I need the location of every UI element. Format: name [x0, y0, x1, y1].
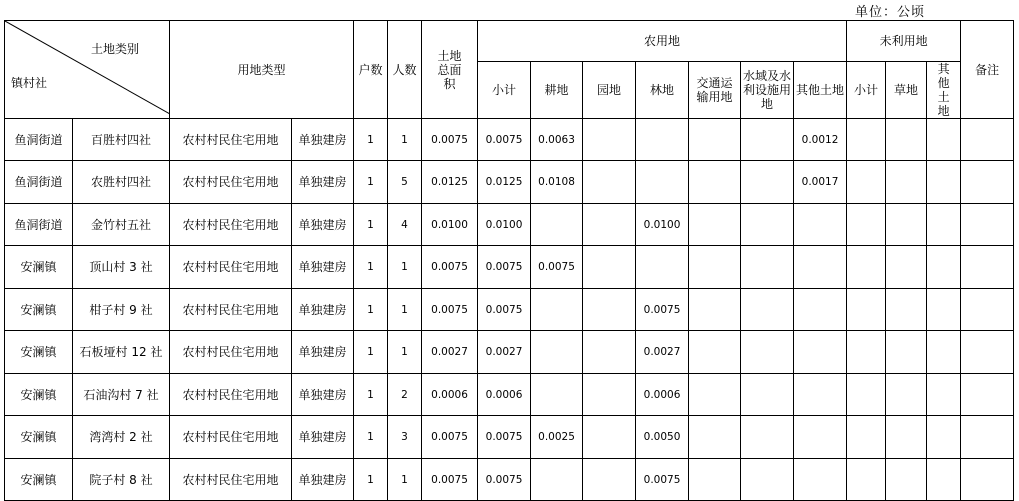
header-transport: 交通运输用地 — [689, 62, 741, 119]
cell-remarks — [961, 119, 1014, 161]
cell-town: 安澜镇 — [5, 289, 73, 331]
cell-people: 5 — [388, 161, 422, 204]
corner-header-land-category: 土地类别 — [90, 42, 139, 56]
cell-remarks — [961, 246, 1014, 289]
header-other-land: 其他土地 — [794, 62, 847, 119]
cell-other-unused — [927, 459, 961, 501]
cell-garden — [583, 459, 636, 501]
corner-header-cell — [5, 21, 170, 119]
cell-households: 1 — [354, 416, 388, 459]
cell-other-land — [794, 246, 847, 289]
cell-cultivated: 0.0075 — [531, 246, 583, 289]
cell-water-facilities — [741, 119, 794, 161]
cell-village: 柑子村 9 社 — [73, 289, 170, 331]
cell-people: 2 — [388, 374, 422, 416]
cell-use-type: 农村村民住宅用地 — [170, 161, 292, 204]
cell-water-facilities — [741, 331, 794, 374]
header-unused-subtotal: 小计 — [847, 62, 886, 119]
cell-forest: 0.0075 — [636, 459, 689, 501]
cell-people: 1 — [388, 246, 422, 289]
cell-town: 安澜镇 — [5, 459, 73, 501]
cell-agri-subtotal: 0.0027 — [478, 331, 531, 374]
cell-town: 鱼洞街道 — [5, 204, 73, 246]
cell-water-facilities — [741, 416, 794, 459]
cell-total-area: 0.0100 — [422, 204, 478, 246]
cell-grassland — [886, 416, 927, 459]
cell-town: 安澜镇 — [5, 331, 73, 374]
cell-garden — [583, 119, 636, 161]
cell-cultivated — [531, 204, 583, 246]
cell-use-type: 农村村民住宅用地 — [170, 204, 292, 246]
cell-water-facilities — [741, 459, 794, 501]
cell-agri-subtotal: 0.0075 — [478, 416, 531, 459]
cell-village: 湾湾村 2 社 — [73, 416, 170, 459]
cell-water-facilities — [741, 289, 794, 331]
table-row — [5, 289, 1014, 331]
cell-other-unused — [927, 246, 961, 289]
cell-agri-subtotal: 0.0075 — [478, 459, 531, 501]
cell-households: 1 — [354, 459, 388, 501]
corner-header-town-village: 镇村社 — [11, 76, 48, 90]
cell-other-unused — [927, 374, 961, 416]
cell-town: 安澜镇 — [5, 246, 73, 289]
cell-unused-subtotal — [847, 459, 886, 501]
cell-build-type: 单独建房 — [292, 246, 354, 289]
cell-build-type: 单独建房 — [292, 289, 354, 331]
cell-cultivated — [531, 459, 583, 501]
cell-people: 1 — [388, 459, 422, 501]
cell-build-type: 单独建房 — [292, 416, 354, 459]
cell-total-area: 0.0075 — [422, 119, 478, 161]
header-forest: 林地 — [636, 62, 689, 119]
cell-town: 鱼洞街道 — [5, 119, 73, 161]
cell-use-type: 农村村民住宅用地 — [170, 119, 292, 161]
cell-village: 石油沟村 7 社 — [73, 374, 170, 416]
unit-label: 单位：公顷 — [855, 5, 926, 20]
cell-use-type: 农村村民住宅用地 — [170, 246, 292, 289]
cell-garden — [583, 289, 636, 331]
cell-remarks — [961, 204, 1014, 246]
cell-forest — [636, 161, 689, 204]
header-total-area: 土地总面积 — [422, 21, 478, 119]
cell-village: 顶山村 3 社 — [73, 246, 170, 289]
cell-remarks — [961, 416, 1014, 459]
cell-water-facilities — [741, 204, 794, 246]
header-water-facilities: 水域及水利设施用地 — [741, 62, 794, 119]
cell-other-unused — [927, 119, 961, 161]
cell-agri-subtotal: 0.0075 — [478, 119, 531, 161]
corner-diagonal-line — [5, 21, 170, 114]
cell-agri-subtotal: 0.0006 — [478, 374, 531, 416]
cell-water-facilities — [741, 161, 794, 204]
header-agri-subtotal: 小计 — [478, 62, 531, 119]
cell-town: 安澜镇 — [5, 374, 73, 416]
cell-cultivated: 0.0108 — [531, 161, 583, 204]
cell-cultivated — [531, 331, 583, 374]
cell-garden — [583, 374, 636, 416]
header-land-use-type: 用地类型 — [170, 21, 354, 119]
cell-total-area: 0.0027 — [422, 331, 478, 374]
cell-build-type: 单独建房 — [292, 204, 354, 246]
cell-grassland — [886, 204, 927, 246]
cell-households: 1 — [354, 119, 388, 161]
table-row — [5, 416, 1014, 459]
table-row — [5, 119, 1014, 161]
cell-households: 1 — [354, 331, 388, 374]
cell-other-unused — [927, 204, 961, 246]
cell-grassland — [886, 289, 927, 331]
cell-village: 金竹村五社 — [73, 204, 170, 246]
cell-unused-subtotal — [847, 204, 886, 246]
header-agricultural-land: 农用地 — [478, 21, 847, 62]
cell-build-type: 单独建房 — [292, 119, 354, 161]
cell-other-land: 0.0017 — [794, 161, 847, 204]
cell-grassland — [886, 119, 927, 161]
cell-grassland — [886, 374, 927, 416]
cell-grassland — [886, 246, 927, 289]
cell-remarks — [961, 161, 1014, 204]
cell-people: 1 — [388, 289, 422, 331]
cell-cultivated: 0.0025 — [531, 416, 583, 459]
cell-garden — [583, 331, 636, 374]
cell-grassland — [886, 161, 927, 204]
cell-total-area: 0.0075 — [422, 416, 478, 459]
cell-garden — [583, 204, 636, 246]
cell-other-unused — [927, 161, 961, 204]
cell-unused-subtotal — [847, 246, 886, 289]
cell-remarks — [961, 331, 1014, 374]
cell-use-type: 农村村民住宅用地 — [170, 459, 292, 501]
cell-remarks — [961, 289, 1014, 331]
table-row — [5, 374, 1014, 416]
cell-town: 安澜镇 — [5, 416, 73, 459]
header-other-unused: 其他土地 — [927, 62, 961, 119]
cell-agri-subtotal: 0.0125 — [478, 161, 531, 204]
cell-households: 1 — [354, 374, 388, 416]
header-remarks: 备注 — [961, 21, 1014, 119]
table-row — [5, 204, 1014, 246]
cell-garden — [583, 416, 636, 459]
cell-unused-subtotal — [847, 119, 886, 161]
cell-unused-subtotal — [847, 289, 886, 331]
cell-total-area: 0.0075 — [422, 459, 478, 501]
cell-transport — [689, 459, 741, 501]
cell-village: 农胜村四社 — [73, 161, 170, 204]
table-header — [5, 21, 1014, 119]
cell-other-land — [794, 459, 847, 501]
cell-use-type: 农村村民住宅用地 — [170, 289, 292, 331]
cell-forest — [636, 119, 689, 161]
cell-cultivated: 0.0063 — [531, 119, 583, 161]
land-use-table — [4, 20, 1014, 501]
table-row — [5, 161, 1014, 204]
cell-transport — [689, 161, 741, 204]
cell-build-type: 单独建房 — [292, 459, 354, 501]
cell-forest: 0.0050 — [636, 416, 689, 459]
cell-unused-subtotal — [847, 331, 886, 374]
cell-transport — [689, 416, 741, 459]
header-unused-land: 未利用地 — [847, 21, 961, 62]
cell-other-land — [794, 331, 847, 374]
cell-unused-subtotal — [847, 416, 886, 459]
cell-agri-subtotal: 0.0075 — [478, 289, 531, 331]
cell-other-unused — [927, 289, 961, 331]
header-garden: 园地 — [583, 62, 636, 119]
cell-agri-subtotal: 0.0075 — [478, 246, 531, 289]
cell-other-unused — [927, 416, 961, 459]
cell-build-type: 单独建房 — [292, 161, 354, 204]
cell-other-land — [794, 374, 847, 416]
cell-other-land — [794, 289, 847, 331]
cell-remarks — [961, 374, 1014, 416]
cell-transport — [689, 246, 741, 289]
cell-households: 1 — [354, 289, 388, 331]
header-cultivated: 耕地 — [531, 62, 583, 119]
cell-other-unused — [927, 331, 961, 374]
cell-water-facilities — [741, 246, 794, 289]
cell-garden — [583, 161, 636, 204]
cell-people: 4 — [388, 204, 422, 246]
cell-use-type: 农村村民住宅用地 — [170, 374, 292, 416]
cell-transport — [689, 374, 741, 416]
cell-build-type: 单独建房 — [292, 374, 354, 416]
cell-unused-subtotal — [847, 374, 886, 416]
cell-cultivated — [531, 289, 583, 331]
cell-unused-subtotal — [847, 161, 886, 204]
cell-people: 1 — [388, 331, 422, 374]
cell-transport — [689, 331, 741, 374]
header-people: 人数 — [388, 21, 422, 119]
cell-forest: 0.0027 — [636, 331, 689, 374]
table-row — [5, 331, 1014, 374]
cell-transport — [689, 119, 741, 161]
cell-total-area: 0.0006 — [422, 374, 478, 416]
cell-village: 百胜村四社 — [73, 119, 170, 161]
cell-grassland — [886, 459, 927, 501]
cell-agri-subtotal: 0.0100 — [478, 204, 531, 246]
table-row — [5, 459, 1014, 501]
cell-total-area: 0.0075 — [422, 246, 478, 289]
cell-village: 石板垭村 12 社 — [73, 331, 170, 374]
cell-other-land: 0.0012 — [794, 119, 847, 161]
cell-build-type: 单独建房 — [292, 331, 354, 374]
cell-water-facilities — [741, 374, 794, 416]
cell-village: 院子村 8 社 — [73, 459, 170, 501]
cell-transport — [689, 204, 741, 246]
header-households: 户数 — [354, 21, 388, 119]
cell-other-land — [794, 204, 847, 246]
cell-grassland — [886, 331, 927, 374]
cell-transport — [689, 289, 741, 331]
cell-forest: 0.0075 — [636, 289, 689, 331]
cell-forest: 0.0100 — [636, 204, 689, 246]
cell-cultivated — [531, 374, 583, 416]
table-row — [5, 246, 1014, 289]
cell-total-area: 0.0075 — [422, 289, 478, 331]
cell-people: 3 — [388, 416, 422, 459]
cell-other-land — [794, 416, 847, 459]
cell-total-area: 0.0125 — [422, 161, 478, 204]
cell-town: 鱼洞街道 — [5, 161, 73, 204]
cell-people: 1 — [388, 119, 422, 161]
table-body — [5, 119, 1014, 501]
cell-households: 1 — [354, 204, 388, 246]
cell-use-type: 农村村民住宅用地 — [170, 416, 292, 459]
cell-households: 1 — [354, 161, 388, 204]
cell-households: 1 — [354, 246, 388, 289]
cell-use-type: 农村村民住宅用地 — [170, 331, 292, 374]
cell-forest: 0.0006 — [636, 374, 689, 416]
header-grassland: 草地 — [886, 62, 927, 119]
cell-forest — [636, 246, 689, 289]
cell-garden — [583, 246, 636, 289]
cell-remarks — [961, 459, 1014, 501]
